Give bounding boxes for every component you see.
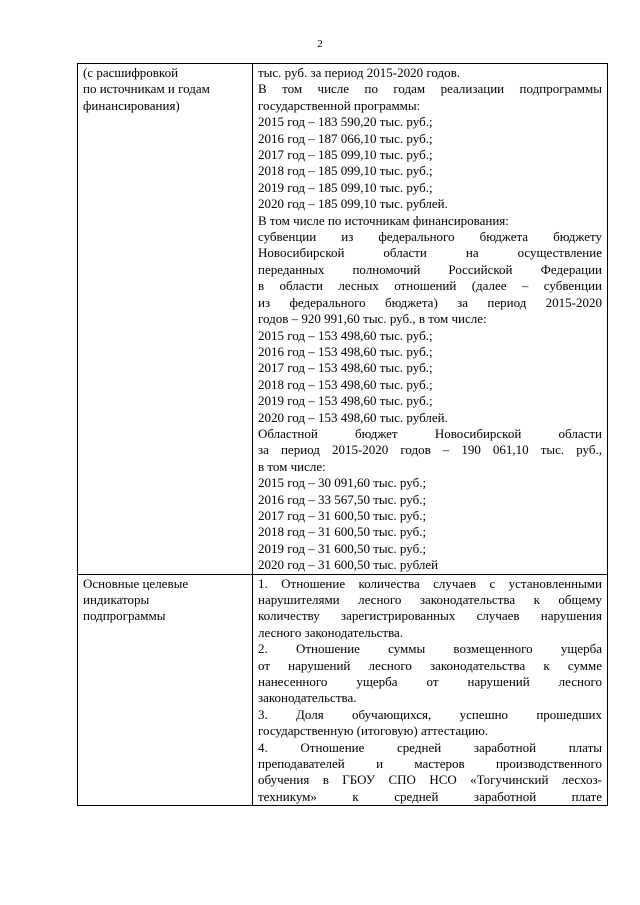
financing-row — [78, 64, 608, 575]
row-content-line: в том числе: — [258, 458, 326, 474]
row-content-line: переданных полномочий Российской Федерации — [258, 261, 602, 277]
row-heading-line: по источникам и годам — [83, 81, 210, 97]
row-content-line: 2017 год – 153 498,60 тыс. руб.; — [258, 360, 433, 376]
row-content-line: количеству зарегистрированных случаев нарушения — [258, 608, 602, 624]
row-content-line: 2015 год – 183 590,20 тыс. руб.; — [258, 114, 433, 130]
row-content-line: от нарушений лесного законодательства к сумме — [258, 657, 602, 673]
row-heading-line: Основные целевые — [83, 575, 189, 591]
row-content-line: 2017 год – 31 600,50 тыс. руб.; — [258, 507, 427, 523]
row-content-line: преподавателей и мастеров производственного — [258, 756, 602, 772]
row-content-line: 2017 год – 185 099,10 тыс. руб.; — [258, 147, 433, 163]
row-heading-cell — [78, 64, 253, 575]
row-heading-cell — [78, 574, 253, 806]
row-content-line: 2015 год – 153 498,60 тыс. руб.; — [258, 327, 433, 343]
row-content-line: нанесенного ущерба от нарушений лесного — [258, 674, 602, 690]
target-indicators-row — [78, 574, 608, 806]
row-content-line: 2018 год – 31 600,50 тыс. руб.; — [258, 524, 427, 540]
row-content-line: Областной бюджет Новосибирской области — [258, 425, 602, 441]
row-content-line: 2018 год – 185 099,10 тыс. руб.; — [258, 163, 433, 179]
row-content-line: В том числе по годам реализации подпрограммы — [258, 81, 602, 97]
row-content-line: Новосибирской области на осуществление — [258, 245, 602, 261]
row-heading-line: подпрограммы — [83, 608, 166, 624]
row-content-line: 2020 год – 31 600,50 тыс. рублей — [258, 557, 439, 573]
row-content-line: 2016 год – 187 066,10 тыс. руб.; — [258, 130, 433, 146]
row-content-line: 2019 год – 153 498,60 тыс. руб.; — [258, 393, 433, 409]
row-content-cell — [253, 64, 608, 575]
row-content-line: 2019 год – 185 099,10 тыс. руб.; — [258, 179, 433, 195]
row-heading-line: индикаторы — [83, 592, 150, 607]
row-content-line: обучения в ГБОУ СПО НСО «Тогучинский лесхоз- — [258, 772, 602, 788]
row-content-line: в области лесных отношений (далее – субвенции — [258, 278, 602, 294]
row-content-line: В том числе по источникам финансирования: — [258, 212, 509, 228]
row-content-line: 3. Доля обучающихся, успешно прошедших — [258, 706, 602, 722]
row-content-line: 2015 год – 30 091,60 тыс. руб.; — [258, 475, 427, 491]
row-content-cell — [253, 574, 608, 806]
row-content-line: 2016 год – 153 498,60 тыс. руб.; — [258, 343, 433, 359]
row-content-line: государственную (итоговую) аттестацию. — [258, 723, 489, 739]
program-passport-table — [77, 63, 608, 806]
row-content-line: законодательства. — [258, 690, 357, 706]
row-content-line: 4. Отношение средней заработной платы — [258, 739, 602, 755]
row-content-line: за период 2015-2020 годов – 190 061,10 тыс. руб., — [258, 442, 602, 458]
row-content-line: 2018 год – 153 498,60 тыс. руб.; — [258, 376, 433, 392]
row-content-line: 2019 год – 31 600,50 тыс. руб.; — [258, 540, 427, 556]
row-heading-line: (с расшифровкой — [83, 65, 179, 80]
row-content-line: государственной программы: — [258, 97, 421, 113]
page-number: 2 — [317, 38, 323, 50]
row-content-line: 2. Отношение суммы возмещенного ущерба — [258, 641, 602, 657]
row-content-line: из федерального бюджета) за период 2015-2020 — [258, 294, 602, 310]
row-content-line: 2020 год – 153 498,60 тыс. рублей. — [258, 409, 448, 425]
row-content-line: тыс. руб. за период 2015-2020 годов. — [258, 65, 461, 80]
row-content-line: 2016 год – 33 567,50 тыс. руб.; — [258, 491, 427, 507]
table-body — [78, 64, 608, 806]
row-content-line: 2020 год – 185 099,10 тыс. рублей. — [258, 196, 448, 212]
row-heading-line: финансирования) — [83, 97, 180, 113]
row-content-line: техникум» к средней заработной плате — [258, 788, 602, 804]
row-content-line: годов – 920 991,60 тыс. руб., в том числе: — [258, 311, 487, 327]
row-content-line: субвенции из федерального бюджета бюджету — [258, 229, 602, 245]
row-content-line: нарушителями лесного законодательства к общему — [258, 592, 602, 607]
row-content-line: 1. Отношение количества случаев с установленными — [258, 575, 602, 591]
row-content-line: лесного законодательства. — [258, 624, 404, 640]
